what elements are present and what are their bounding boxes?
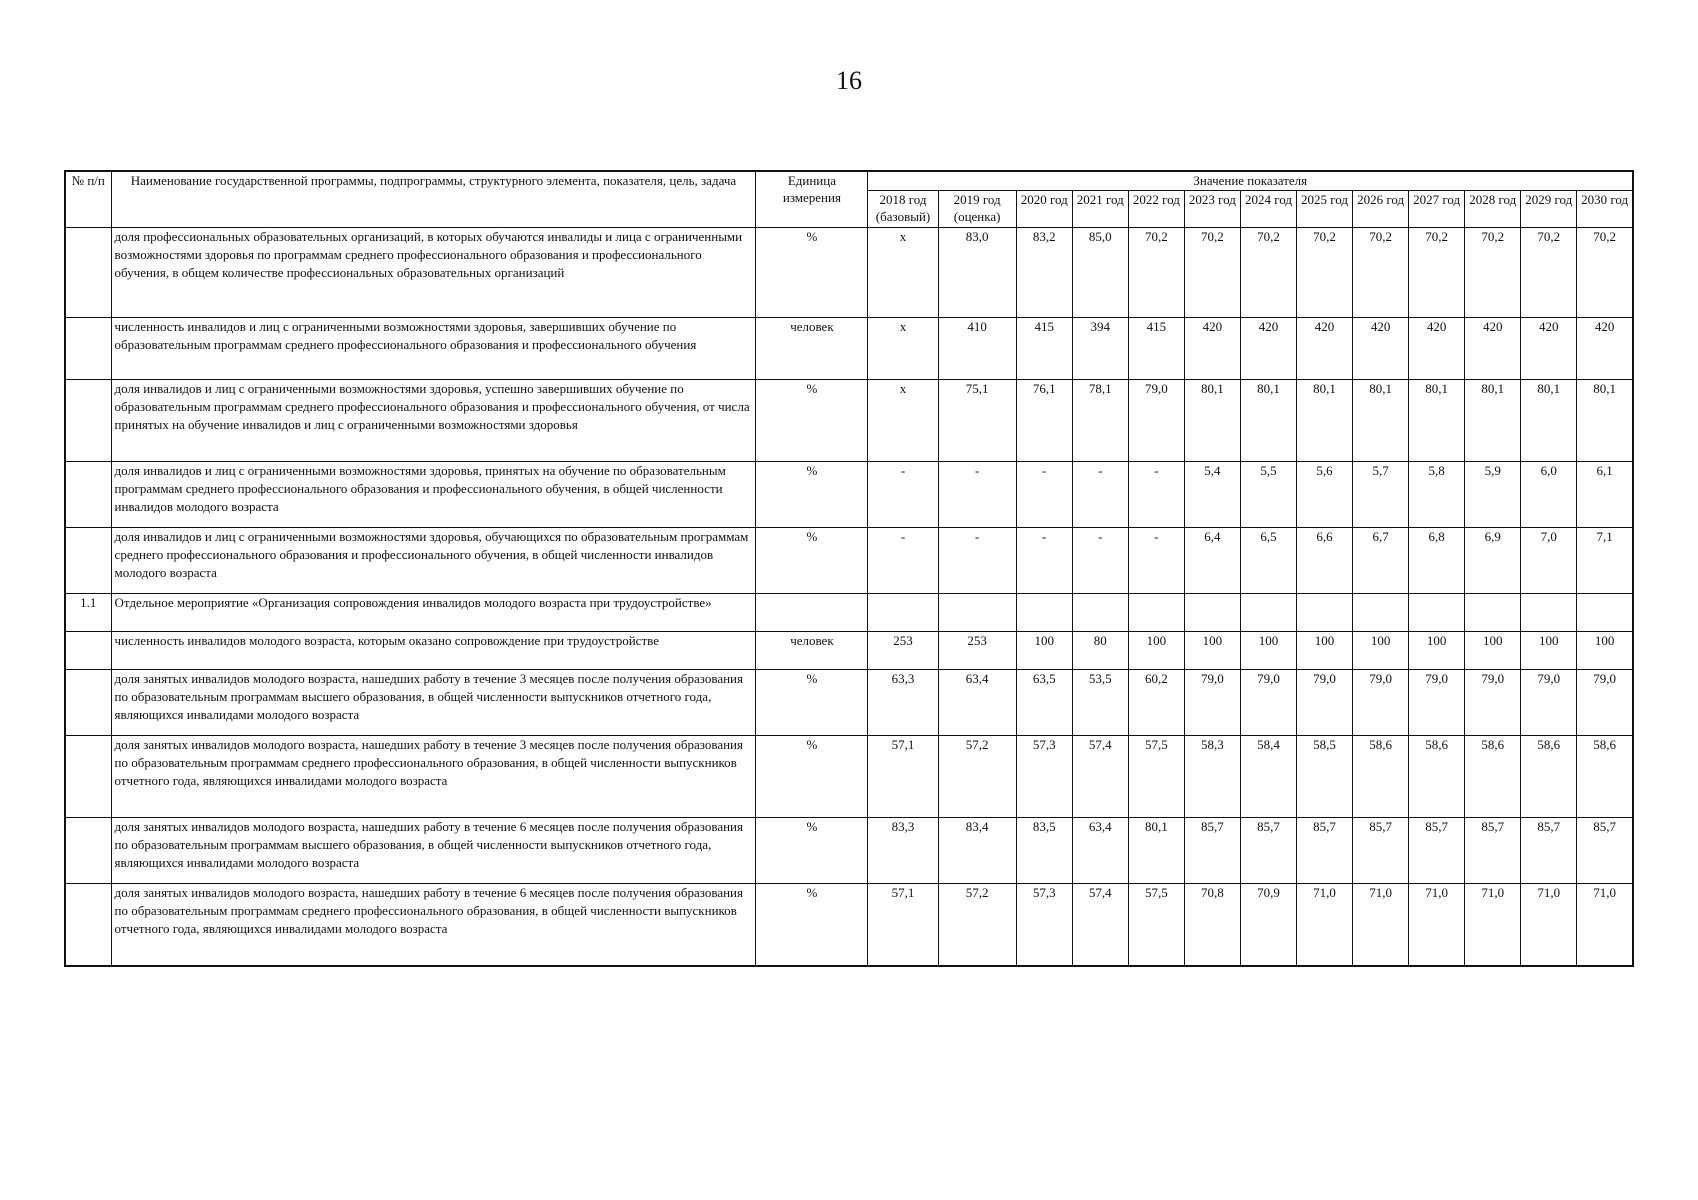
indicator-value: 100	[1240, 632, 1296, 670]
indicator-value: 85,7	[1577, 818, 1633, 884]
indicator-value: х	[868, 318, 938, 380]
indicator-value: -	[1072, 462, 1128, 528]
indicator-value: -	[938, 462, 1016, 528]
header-no: № п/п	[65, 171, 111, 228]
indicator-value: 85,7	[1409, 818, 1465, 884]
indicator-value: 79,0	[1128, 380, 1184, 462]
row-number	[65, 318, 111, 380]
row-number	[65, 228, 111, 318]
header-year: 2021 год	[1072, 191, 1128, 228]
indicator-value: 80,1	[1465, 380, 1521, 462]
indicator-value: х	[868, 380, 938, 462]
table-row	[65, 228, 1633, 318]
indicator-value: 79,0	[1353, 670, 1409, 736]
indicator-value	[1353, 594, 1409, 632]
header-year: 2027 год	[1409, 191, 1465, 228]
indicator-value: -	[938, 528, 1016, 594]
table-row	[65, 736, 1633, 818]
header-value-group: Значение показателя	[868, 171, 1633, 191]
indicator-value	[1296, 594, 1352, 632]
row-number: 1.1	[65, 594, 111, 632]
indicator-value: 79,0	[1577, 670, 1633, 736]
indicator-value: 80,1	[1577, 380, 1633, 462]
table-row	[65, 818, 1633, 884]
header-year: 2019 год (оценка)	[938, 191, 1016, 228]
indicator-value: 5,5	[1240, 462, 1296, 528]
indicator-value: 58,4	[1240, 736, 1296, 818]
indicator-unit: человек	[756, 318, 868, 380]
header-year: 2029 год	[1521, 191, 1577, 228]
indicator-value: 5,7	[1353, 462, 1409, 528]
indicator-value: 420	[1409, 318, 1465, 380]
indicator-value	[1184, 594, 1240, 632]
row-number	[65, 380, 111, 462]
indicator-value	[868, 594, 938, 632]
indicator-name: доля занятых инвалидов молодого возраста, нашедших работу в течение 3 месяцев после получения образования по образовательным программам высшего образования, в общей численности выпускников отчетного года, являющихся инвалидами молодого возраста	[111, 670, 756, 736]
indicator-value: 80,1	[1128, 818, 1184, 884]
indicator-value: 410	[938, 318, 1016, 380]
indicator-value: 70,9	[1240, 884, 1296, 966]
indicator-value	[938, 594, 1016, 632]
indicators-table	[64, 170, 1634, 967]
row-number	[65, 818, 111, 884]
indicator-value: 6,1	[1577, 462, 1633, 528]
header-year: 2023 год	[1184, 191, 1240, 228]
table-row	[65, 528, 1633, 594]
indicator-value: 71,0	[1465, 884, 1521, 966]
indicator-unit: человек	[756, 632, 868, 670]
indicator-value: 420	[1184, 318, 1240, 380]
indicator-value: 80,1	[1240, 380, 1296, 462]
indicator-value: 57,5	[1128, 736, 1184, 818]
indicator-value: 420	[1521, 318, 1577, 380]
indicator-value: 71,0	[1577, 884, 1633, 966]
indicator-value: 80,1	[1296, 380, 1352, 462]
indicator-name: доля профессиональных образовательных организаций, в которых обучаются инвалиды и лица с ограниченными возможностями здоровья по программам среднего профессионального образования и профессионального обучения, в общем количестве профессиональных образовательных организаций	[111, 228, 756, 318]
indicator-name: численность инвалидов молодого возраста, которым оказано сопровождение при трудоустройстве	[111, 632, 756, 670]
indicator-value: 57,2	[938, 736, 1016, 818]
indicator-value: 71,0	[1296, 884, 1352, 966]
indicator-value: 83,5	[1016, 818, 1072, 884]
header-year: 2018 год (базовый)	[868, 191, 938, 228]
indicator-unit	[756, 594, 868, 632]
header-year: 2020 год	[1016, 191, 1072, 228]
header-year: 2025 год	[1296, 191, 1352, 228]
page-number: 16	[836, 66, 862, 95]
indicator-value: 420	[1296, 318, 1352, 380]
indicator-value: 79,0	[1184, 670, 1240, 736]
indicator-value: 415	[1016, 318, 1072, 380]
indicator-value: 58,6	[1409, 736, 1465, 818]
indicator-unit: %	[756, 462, 868, 528]
indicator-value: 53,5	[1072, 670, 1128, 736]
row-number	[65, 462, 111, 528]
header-year: 2026 год	[1353, 191, 1409, 228]
indicator-value: 100	[1296, 632, 1352, 670]
indicator-value: 78,1	[1072, 380, 1128, 462]
table-body	[65, 228, 1633, 966]
indicator-value: 83,0	[938, 228, 1016, 318]
indicator-value	[1521, 594, 1577, 632]
header-name: Наименование государственной программы, подпрограммы, структурного элемента, показателя, цель, задача	[111, 171, 756, 228]
indicator-unit: %	[756, 380, 868, 462]
indicator-value: -	[1072, 528, 1128, 594]
row-number	[65, 736, 111, 818]
indicator-value: 70,2	[1465, 228, 1521, 318]
indicator-value: 75,1	[938, 380, 1016, 462]
indicator-value: 80,1	[1409, 380, 1465, 462]
indicator-name: доля инвалидов и лиц с ограниченными возможностями здоровья, обучающихся по образовательным программам среднего профессионального образования и профессионального обучения, в общей численности инвалидов молодого возраста	[111, 528, 756, 594]
indicator-value: 63,5	[1016, 670, 1072, 736]
indicator-name: численность инвалидов и лиц с ограниченными возможностями здоровья, завершивших обучение по образовательным программам среднего профессионального образования и профессионального обучения	[111, 318, 756, 380]
indicator-value: 420	[1465, 318, 1521, 380]
indicator-value: 85,7	[1184, 818, 1240, 884]
indicator-value: 253	[868, 632, 938, 670]
indicator-value: 80,1	[1353, 380, 1409, 462]
indicator-unit: %	[756, 884, 868, 966]
indicator-value: 63,4	[938, 670, 1016, 736]
indicator-value: 83,3	[868, 818, 938, 884]
indicator-value: 6,7	[1353, 528, 1409, 594]
indicator-value: 70,2	[1184, 228, 1240, 318]
indicator-value	[1240, 594, 1296, 632]
indicator-value: 57,4	[1072, 884, 1128, 966]
row-number	[65, 884, 111, 966]
indicator-value: 70,2	[1577, 228, 1633, 318]
indicator-value: 5,8	[1409, 462, 1465, 528]
indicator-name: доля занятых инвалидов молодого возраста, нашедших работу в течение 3 месяцев после получения образования по образовательным программам среднего профессионального образования, в общей численности выпускников отчетного года, являющихся инвалидами молодого возраста	[111, 736, 756, 818]
indicator-value: 71,0	[1521, 884, 1577, 966]
indicator-value: 63,4	[1072, 818, 1128, 884]
indicator-value: 79,0	[1296, 670, 1352, 736]
indicator-value: 100	[1577, 632, 1633, 670]
indicator-value: 100	[1184, 632, 1240, 670]
row-number	[65, 632, 111, 670]
indicator-value: 70,2	[1296, 228, 1352, 318]
indicator-value: х	[868, 228, 938, 318]
indicator-value: 57,5	[1128, 884, 1184, 966]
indicator-unit: %	[756, 670, 868, 736]
indicator-value: 85,7	[1353, 818, 1409, 884]
indicator-value: 394	[1072, 318, 1128, 380]
table-row	[65, 632, 1633, 670]
indicator-value: 100	[1128, 632, 1184, 670]
indicator-value	[1409, 594, 1465, 632]
indicator-value	[1465, 594, 1521, 632]
table-row	[65, 380, 1633, 462]
indicator-unit: %	[756, 736, 868, 818]
table-row	[65, 318, 1633, 380]
indicator-value: 80,1	[1521, 380, 1577, 462]
indicator-value: 420	[1577, 318, 1633, 380]
indicator-value: -	[1128, 528, 1184, 594]
indicator-value: 58,6	[1577, 736, 1633, 818]
indicator-value	[1016, 594, 1072, 632]
indicator-value: 76,1	[1016, 380, 1072, 462]
indicator-value: 70,2	[1353, 228, 1409, 318]
indicator-value: 80,1	[1184, 380, 1240, 462]
table-row	[65, 462, 1633, 528]
table-row	[65, 670, 1633, 736]
indicator-value: 6,0	[1521, 462, 1577, 528]
indicator-value: 6,6	[1296, 528, 1352, 594]
indicator-value: 85,7	[1521, 818, 1577, 884]
indicator-value	[1128, 594, 1184, 632]
table-row	[65, 594, 1633, 632]
indicator-value	[1072, 594, 1128, 632]
indicator-value: 57,4	[1072, 736, 1128, 818]
indicator-value: 58,6	[1465, 736, 1521, 818]
header-year: 2024 год	[1240, 191, 1296, 228]
indicator-value: 6,9	[1465, 528, 1521, 594]
indicator-value: 85,7	[1240, 818, 1296, 884]
indicator-value: 57,3	[1016, 884, 1072, 966]
indicator-value: 6,8	[1409, 528, 1465, 594]
indicator-value: 83,2	[1016, 228, 1072, 318]
indicator-value: 71,0	[1353, 884, 1409, 966]
indicator-value: 57,1	[868, 884, 938, 966]
indicator-value: 85,7	[1465, 818, 1521, 884]
header-year: 2022 год	[1128, 191, 1184, 228]
indicator-value: 100	[1409, 632, 1465, 670]
indicator-value: 83,4	[938, 818, 1016, 884]
indicator-value: 63,3	[868, 670, 938, 736]
indicator-value: 420	[1240, 318, 1296, 380]
indicator-value: 71,0	[1409, 884, 1465, 966]
indicator-value: 85,7	[1296, 818, 1352, 884]
indicator-name: доля занятых инвалидов молодого возраста, нашедших работу в течение 6 месяцев после получения образования по образовательным программам среднего профессионального образования, в общей численности выпускников отчетного года, являющихся инвалидами молодого возраста	[111, 884, 756, 966]
indicator-value: -	[1016, 462, 1072, 528]
indicator-value: 7,1	[1577, 528, 1633, 594]
indicator-value: 415	[1128, 318, 1184, 380]
indicator-value: 79,0	[1240, 670, 1296, 736]
indicator-value: 79,0	[1521, 670, 1577, 736]
indicator-value: 79,0	[1465, 670, 1521, 736]
indicator-value: 70,2	[1521, 228, 1577, 318]
indicator-value: -	[1016, 528, 1072, 594]
indicator-value: 80	[1072, 632, 1128, 670]
table-row	[65, 884, 1633, 966]
indicator-value: 100	[1016, 632, 1072, 670]
indicator-value: 58,3	[1184, 736, 1240, 818]
indicator-value: -	[1128, 462, 1184, 528]
indicator-value: 100	[1521, 632, 1577, 670]
table-header-row	[65, 171, 1633, 191]
indicator-value: 100	[1353, 632, 1409, 670]
indicator-name: доля занятых инвалидов молодого возраста, нашедших работу в течение 6 месяцев после получения образования по образовательным программам высшего образования, в общей численности выпускников отчетного года, являющихся инвалидами молодого возраста	[111, 818, 756, 884]
indicator-value: 60,2	[1128, 670, 1184, 736]
header-unit: Единица измерения	[756, 171, 868, 228]
indicator-value: 5,6	[1296, 462, 1352, 528]
indicator-value: 58,5	[1296, 736, 1352, 818]
indicator-value: 70,2	[1128, 228, 1184, 318]
indicator-unit: %	[756, 228, 868, 318]
header-year: 2028 год	[1465, 191, 1521, 228]
indicator-value: 70,2	[1409, 228, 1465, 318]
indicator-name: Отдельное мероприятие «Организация сопровождения инвалидов молодого возраста при трудоустройстве»	[111, 594, 756, 632]
indicator-value: 5,4	[1184, 462, 1240, 528]
indicator-value: 420	[1353, 318, 1409, 380]
header-year: 2030 год	[1577, 191, 1633, 228]
indicator-unit: %	[756, 528, 868, 594]
indicator-value: 100	[1465, 632, 1521, 670]
indicator-value: 6,5	[1240, 528, 1296, 594]
row-number	[65, 670, 111, 736]
indicator-value: 58,6	[1353, 736, 1409, 818]
indicator-name: доля инвалидов и лиц с ограниченными возможностями здоровья, принятых на обучение по образовательным программам среднего профессионального образования и профессионального обучения, в общей численности инвалидов молодого возраста	[111, 462, 756, 528]
indicator-name: доля инвалидов и лиц с ограниченными возможностями здоровья, успешно завершивших обучение по образовательным программам среднего профессионального образования и профессионального обучения, от числа принятых на обучение инвалидов и лиц с ограниченными возможностями здоровья	[111, 380, 756, 462]
indicator-value: 70,2	[1240, 228, 1296, 318]
indicator-value: 57,1	[868, 736, 938, 818]
indicator-value: 85,0	[1072, 228, 1128, 318]
indicator-value: 253	[938, 632, 1016, 670]
indicator-value: 7,0	[1521, 528, 1577, 594]
row-number	[65, 528, 111, 594]
indicator-value: 5,9	[1465, 462, 1521, 528]
indicator-value: 57,3	[1016, 736, 1072, 818]
indicator-value: -	[868, 528, 938, 594]
indicator-value: 70,8	[1184, 884, 1240, 966]
indicator-value: 58,6	[1521, 736, 1577, 818]
indicator-unit: %	[756, 818, 868, 884]
indicator-value: 57,2	[938, 884, 1016, 966]
indicator-value: -	[868, 462, 938, 528]
indicator-value: 79,0	[1409, 670, 1465, 736]
indicator-value	[1577, 594, 1633, 632]
indicator-value: 6,4	[1184, 528, 1240, 594]
